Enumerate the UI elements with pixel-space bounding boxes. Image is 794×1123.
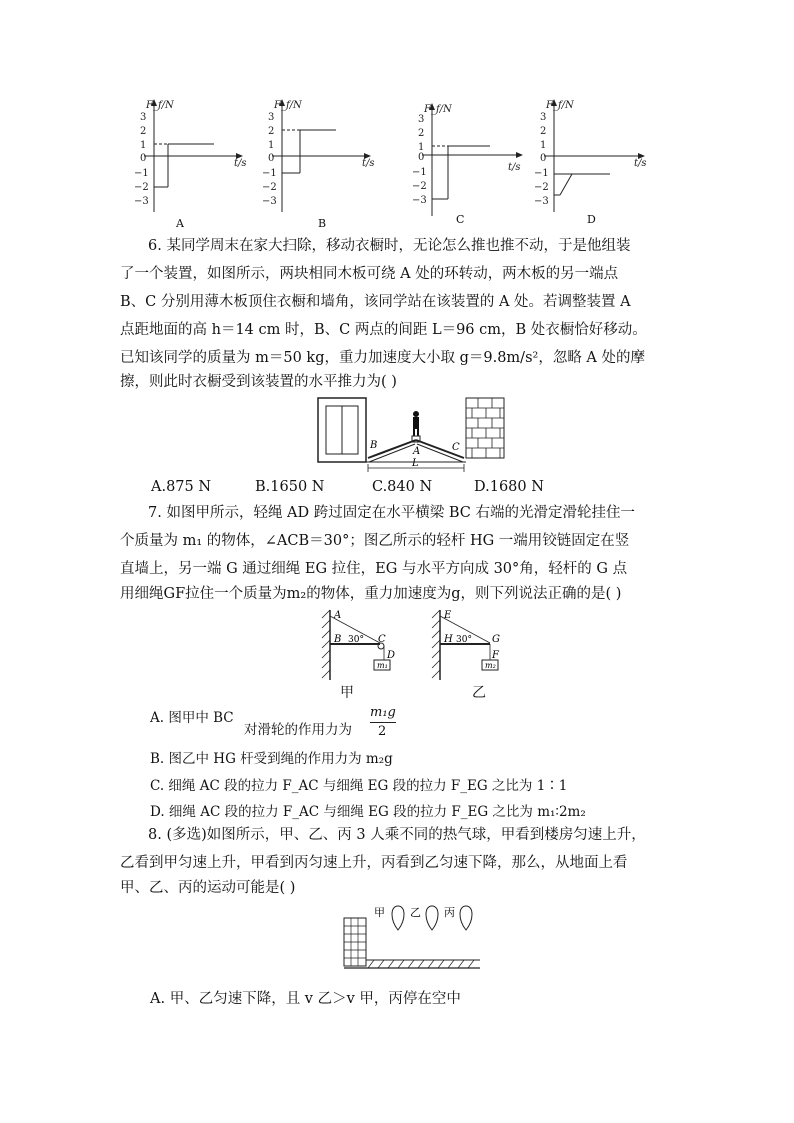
q7-line-4: 用细绳GF拉住一个质量为m₂的物体，重力加速度为g，则下列说法正确的是( ) (120, 586, 622, 602)
svg-text:−2: −2 (534, 182, 549, 193)
q6-line-5: 已知该同学的质量为 m＝50 kg，重力加速度大小取 g＝9.8m/s²，忽略 A 处的摩 (120, 350, 646, 366)
svg-text:−2: −2 (262, 182, 277, 193)
svg-text:1: 1 (540, 140, 547, 151)
tick-m1: −1 (134, 168, 149, 179)
svg-text:3: 3 (540, 112, 547, 123)
q7-yi-f: F (492, 650, 499, 661)
q7-figure-jia (318, 606, 398, 682)
svg-text:0: 0 (418, 152, 425, 163)
q7-jia-mass: m₁ (377, 661, 388, 670)
q6-label-b: B (370, 440, 378, 451)
q6-label-a: A (413, 446, 421, 457)
graph-caption-d: D (587, 213, 596, 226)
q6-option-c: C.840 N (372, 479, 433, 495)
svg-text:1: 1 (268, 140, 275, 151)
q6-option-b: B.1650 N (255, 479, 325, 495)
q6-line-4: 点距地面的高 h＝14 cm 时，B、C 两点的间距 L＝96 cm，B 处衣橱恰好移动。 (120, 322, 647, 338)
q7-option-a-middle: 对滑轮的作用力为 (244, 722, 352, 738)
svg-text:−3: −3 (534, 196, 549, 207)
q6-line-2: 了一个装置，如图所示，两块相同木板可绕 A 处的环转动，两木板的另一端点 (120, 266, 619, 282)
q8-option-a: A. 甲、乙匀速下降，且 v 乙＞v 甲，丙停在空中 (150, 991, 461, 1007)
q7-option-a-fraction-bar (370, 722, 396, 723)
q8-label-yi: 乙 (410, 906, 421, 919)
q7-jia-b: B (334, 634, 342, 645)
x-axis-label: t/s (234, 158, 247, 169)
graph-caption-c: C (456, 213, 465, 226)
q6-option-a: A.875 N (151, 479, 212, 495)
svg-text:−3: −3 (412, 195, 427, 206)
svg-text:−3: −3 (262, 196, 277, 207)
svg-text:0: 0 (268, 153, 275, 164)
graph-c (408, 100, 528, 240)
svg-text:F_f/N: F_f/N (546, 100, 574, 111)
tick-3: 3 (140, 112, 147, 123)
q7-yi-h: H (444, 634, 453, 645)
q7-jia-angle: 30° (348, 635, 364, 645)
graph-caption-a: A (176, 217, 184, 230)
q6-line-6: 擦，则此时衣橱受到该装置的水平推力为( ) (120, 374, 397, 390)
tick-m3: −3 (134, 196, 149, 207)
svg-text:2: 2 (540, 126, 547, 137)
tick-m2: −2 (134, 182, 149, 193)
q7-figure-yi (428, 606, 508, 682)
svg-text:t/s: t/s (508, 162, 521, 173)
q6-figure (316, 396, 508, 474)
q8-label-bing: 丙 (444, 906, 455, 919)
svg-text:t/s: t/s (634, 158, 647, 169)
q7-yi-g: G (492, 634, 500, 645)
svg-text:t/s: t/s (362, 158, 375, 169)
svg-text:2: 2 (418, 128, 425, 139)
q6-label-l: L (412, 458, 419, 469)
q8-label-jia: 甲 (374, 906, 385, 919)
q7-yi-angle: 30° (456, 635, 472, 645)
svg-text:F_f/N: F_f/N (274, 100, 302, 111)
q7-jia-d: D (387, 650, 396, 661)
svg-text:−1: −1 (412, 167, 427, 178)
q7-jia-a: A (334, 610, 342, 621)
svg-text:1: 1 (418, 142, 425, 153)
svg-text:3: 3 (418, 114, 425, 125)
graph-caption-b: B (318, 217, 327, 230)
svg-text:−1: −1 (262, 168, 277, 179)
q6-line-3: B、C 分别用薄木板顶住衣橱和墙角，该同学站在该装置的 A 处。若调整装置 A (120, 294, 631, 310)
q6-line-1: 6. 某同学周末在家大扫除，移动衣橱时，无论怎么推也推不动，于是他组装 (148, 238, 631, 254)
q7-line-3: 直墙上，另一端 G 通过细绳 EG 拉住，EG 与水平方向成 30°角，轻杆的 G 点 (120, 561, 628, 577)
tick-2: 2 (140, 126, 147, 137)
tick-1: 1 (140, 140, 147, 151)
q7-option-a-denominator: 2 (378, 724, 387, 739)
svg-text:2: 2 (268, 126, 275, 137)
q7-line-2: 个质量为 m₁ 的物体，∠ACB＝30°；图乙所示的轻杆 HG 一端用铰链固定在竖 (120, 533, 630, 549)
graph-a (130, 96, 250, 236)
svg-text:0: 0 (540, 153, 547, 164)
tick-0: 0 (140, 153, 147, 164)
q7-caption-yi: 乙 (472, 685, 486, 701)
q8-figure (342, 900, 482, 976)
y-axis-label: F_f/N (146, 100, 174, 111)
svg-text:−2: −2 (412, 181, 427, 192)
q8-line-3: 甲、乙、丙的运动可能是( ) (120, 880, 296, 896)
q7-line-1: 7. 如图甲所示，轻绳 AD 跨过固定在水平横梁 BC 右端的光滑定滑轮挂住一 (148, 505, 635, 521)
graph-b (258, 96, 378, 236)
svg-text:−1: −1 (534, 168, 549, 179)
q7-option-d: D. 细绳 AC 段的拉力 F_AC 与细绳 EG 段的拉力 F_EG 之比为 m₁∶2m₂ (150, 804, 586, 820)
q8-line-2: 乙看到甲匀速上升，甲看到丙匀速上升，丙看到乙匀速下降，那么，从地面上看 (120, 855, 628, 871)
q7-option-c: C. 细绳 AC 段的拉力 F_AC 与细绳 EG 段的拉力 F_EG 之比为 1∶1 (150, 778, 568, 794)
svg-text:F_f/N: F_f/N (424, 104, 452, 115)
q6-label-c: C (452, 442, 460, 453)
q7-jia-c: C (378, 634, 386, 645)
q7-option-a-numerator: m₁g (370, 705, 396, 720)
q7-yi-mass: m₂ (485, 661, 496, 670)
q7-option-a-prefix: A. 图甲中 BC (150, 710, 234, 726)
q7-option-b: B. 图乙中 HG 杆受到绳的作用力为 m₂g (150, 751, 393, 767)
q8-line-1: 8. (多选)如图所示，甲、乙、丙 3 人乘不同的热气球，甲看到楼房匀速上升， (148, 827, 646, 843)
q6-option-d: D.1680 N (474, 479, 544, 495)
svg-text:3: 3 (268, 112, 275, 123)
q7-yi-e: E (444, 610, 452, 621)
q7-caption-jia: 甲 (340, 685, 354, 701)
